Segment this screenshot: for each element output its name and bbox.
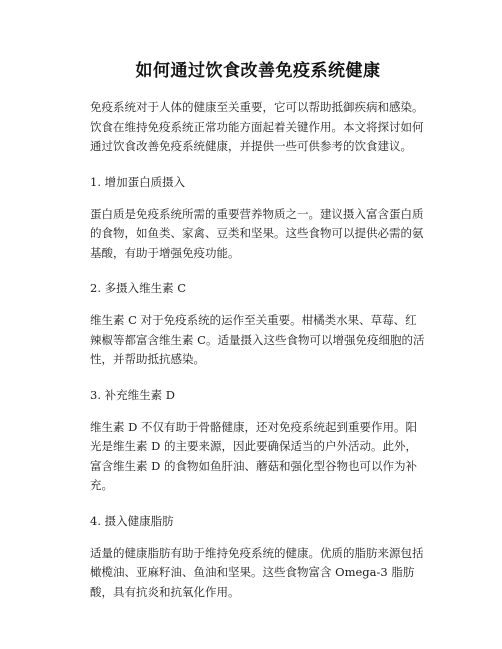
spacer bbox=[90, 496, 426, 512]
section-heading-4: 4. 摄入健康脂肪 bbox=[90, 513, 174, 528]
section-heading-1: 1. 增加蛋白质摄入 bbox=[90, 174, 186, 189]
spacer bbox=[90, 530, 426, 544]
document-title: 如何通过饮食改善免疫系统健康 bbox=[135, 61, 381, 81]
document-page bbox=[90, 52, 426, 602]
section-body-1: 蛋白质是免疫系统所需的重要营养物质之一。建议摄入富含蛋白质的食物，如鱼类、家禽、豆类和坚果。这些食物可以提供必需的氨基酸，有助于增强免疫功能。 bbox=[90, 206, 424, 260]
section-body-2: 维生素 C 对于免疫系统的运作至关重要。柑橘类水果、草莓、红辣椒等都富含维生素 C。适量摄入这些食物可以增强免疫细胞的活性，并帮助抵抗感染。 bbox=[90, 313, 425, 366]
spacer bbox=[90, 297, 426, 311]
intro-paragraph: 免疫系统对于人体的健康至关重要，它可以帮助抵御疾病和感染。饮食在维持免疫系统正常功能方面起着关键作用。本文将探讨如何通过饮食改善免疫系统健康，并提供一些可供参考的饮食建议。 bbox=[90, 100, 424, 153]
spacer bbox=[90, 370, 426, 386]
spacer bbox=[90, 191, 426, 205]
section-heading-3: 3. 补充维生素 D bbox=[90, 387, 176, 402]
spacer bbox=[90, 404, 426, 418]
section-heading-2: 2. 多摄入维生素 C bbox=[90, 281, 187, 295]
spacer bbox=[90, 157, 426, 173]
section-body-4: 适量的健康脂肪有助于维持免疫系统的健康。优质的脂肪来源包括橄榄油、亚麻籽油、鱼油和坚果。这些食物富含 Omega-3 脂肪酸，具有抗炎和抗氧化作用。 bbox=[90, 545, 424, 599]
spacer bbox=[90, 263, 426, 279]
section-body-3: 维生素 D 不仅有助于骨骼健康，还对免疫系统起到重要作用。阳光是维生素 D 的主要来源，因此要确保适当的户外活动。此外，富含维生素 D 的食物如鱼肝油、蘑菇和强化型谷物也可以作为补充。 bbox=[90, 419, 418, 492]
